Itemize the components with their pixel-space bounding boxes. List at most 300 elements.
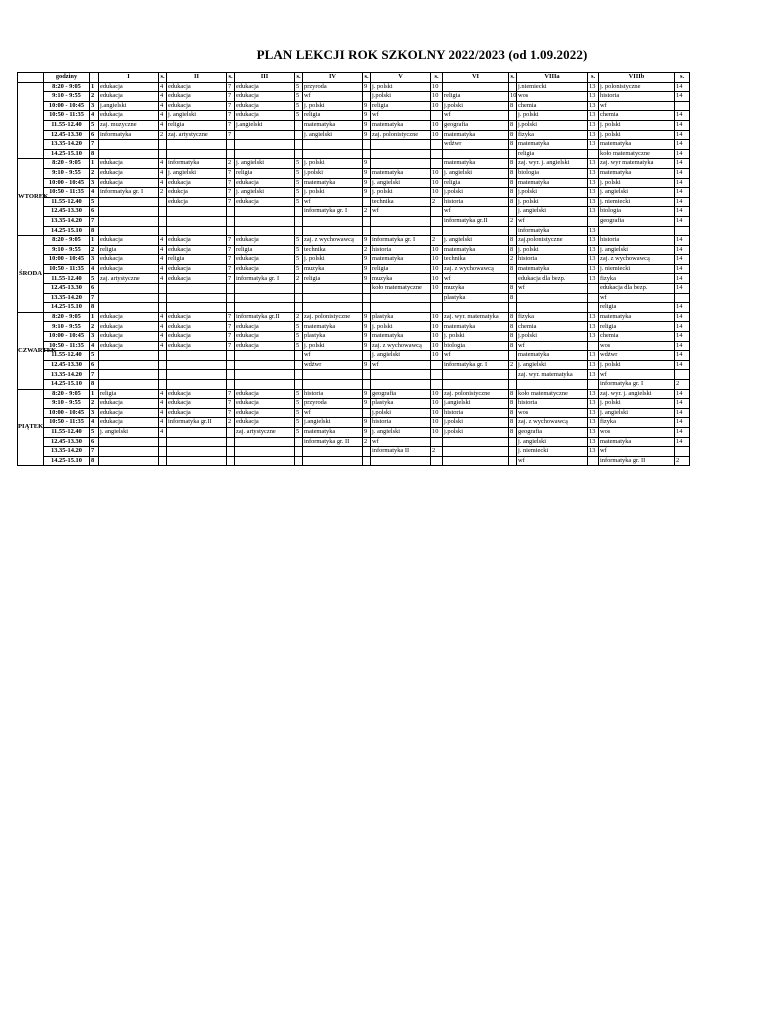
lesson-number-cell: 2 (90, 168, 99, 178)
room-cell (675, 447, 690, 457)
subject-cell: zaj.polonistyczne (517, 236, 588, 246)
room-cell (509, 226, 517, 236)
time-cell: 8:20 - 9:05 (44, 312, 90, 322)
room-cell: 13 (588, 226, 599, 236)
lesson-number-cell: 6 (90, 284, 99, 294)
time-cell: 13.35-14.20 (44, 293, 90, 303)
subject-cell: j.angielski (443, 399, 509, 409)
room-cell: 10 (431, 255, 443, 265)
room-cell (363, 226, 371, 236)
lesson-number-cell: 3 (90, 178, 99, 188)
room-cell: 14 (675, 236, 690, 246)
subject-cell: edukacja (235, 236, 295, 246)
header-class-viiib: VIIIb (599, 73, 675, 83)
subject-cell: edukacja (235, 264, 295, 274)
room-cell (159, 293, 167, 303)
room-cell (227, 380, 235, 390)
room-cell: 13 (588, 82, 599, 92)
room-cell: 13 (588, 370, 599, 380)
subject-cell: wf (443, 274, 509, 284)
subject-cell: j.angielski (99, 101, 159, 111)
subject-cell: wdżwr (599, 351, 675, 361)
room-cell: 10 (431, 188, 443, 198)
subject-cell: zaj. polonistyczne (443, 389, 509, 399)
room-cell (295, 456, 303, 466)
room-cell: 2 (363, 245, 371, 255)
lesson-number-cell: 3 (90, 255, 99, 265)
table-row (18, 197, 690, 207)
lesson-number-cell: 2 (90, 322, 99, 332)
subject-cell: zaj. z wychowawcą (303, 236, 363, 246)
room-cell: 9 (363, 312, 371, 322)
room-cell: 9 (363, 101, 371, 111)
room-cell: 2 (227, 159, 235, 169)
subject-cell (443, 226, 509, 236)
room-cell: 8 (509, 264, 517, 274)
subject-cell: religia (235, 168, 295, 178)
subject-cell: edukacja (167, 92, 227, 102)
subject-cell (371, 370, 431, 380)
time-cell: 14.25-15.10 (44, 380, 90, 390)
table-row (18, 188, 690, 198)
subject-cell: wf (303, 197, 363, 207)
room-cell: 8 (509, 418, 517, 428)
time-cell: 10:50 - 11:35 (44, 264, 90, 274)
table-row (18, 427, 690, 437)
subject-cell: matematyka (371, 120, 431, 130)
subject-cell: edukacja (99, 92, 159, 102)
room-cell: 14 (675, 351, 690, 361)
header-room: s. (296, 73, 301, 81)
subject-cell: edukacja (235, 178, 295, 188)
subject-cell: edukacja (167, 389, 227, 399)
room-cell (159, 370, 167, 380)
subject-cell (443, 149, 509, 159)
room-cell: 5 (295, 418, 303, 428)
subject-cell: j. angielski (599, 188, 675, 198)
subject-cell (443, 303, 509, 313)
room-cell: 2 (431, 197, 443, 207)
room-cell: 5 (295, 82, 303, 92)
subject-cell: fizyka (517, 312, 588, 322)
subject-cell: edukacja (167, 245, 227, 255)
subject-cell: przyroda (303, 399, 363, 409)
room-cell: 14 (675, 130, 690, 140)
subject-cell: j. polski (303, 101, 363, 111)
room-cell: 7 (227, 101, 235, 111)
room-cell: 2 (363, 207, 371, 217)
subject-cell: j. angielski (599, 245, 675, 255)
room-cell (295, 140, 303, 150)
subject-cell: historia (371, 418, 431, 428)
room-cell: 8 (509, 188, 517, 198)
room-cell: 10 (431, 418, 443, 428)
room-cell: 8 (509, 245, 517, 255)
subject-cell (443, 82, 509, 92)
table-row (18, 82, 690, 92)
room-cell (588, 380, 599, 390)
subject-cell: plastyka (443, 293, 509, 303)
time-cell: 11.55-12.40 (44, 197, 90, 207)
subject-cell (303, 370, 363, 380)
subject-cell: plastyka (371, 399, 431, 409)
subject-cell: technika (371, 197, 431, 207)
subject-cell (303, 140, 363, 150)
room-cell (675, 226, 690, 236)
room-cell: 14 (675, 322, 690, 332)
subject-cell: j. angielski (517, 360, 588, 370)
subject-cell: informatyka gr. I (235, 274, 295, 284)
subject-cell: edukacja (167, 408, 227, 418)
room-cell: 4 (159, 120, 167, 130)
subject-cell: koło matematyczne (371, 284, 431, 294)
subject-cell: religia (371, 264, 431, 274)
subject-cell: zaj. polonistyczne (371, 130, 431, 140)
subject-cell: j. polski (303, 188, 363, 198)
subject-cell (371, 216, 431, 226)
subject-cell: historia (517, 255, 588, 265)
subject-cell: informatyka gr.II (235, 312, 295, 322)
room-cell: 2 (159, 188, 167, 198)
subject-cell: j. polski (599, 130, 675, 140)
time-cell: 10:00 - 10:45 (44, 101, 90, 111)
lesson-number-cell: 7 (90, 293, 99, 303)
room-cell (509, 274, 517, 284)
subject-cell (303, 284, 363, 294)
room-cell (159, 197, 167, 207)
room-cell (509, 303, 517, 313)
room-cell (363, 380, 371, 390)
table-row (18, 255, 690, 265)
time-cell: 11.55-12.40 (44, 274, 90, 284)
subject-cell: zaj. wyr. j. angielski (517, 159, 588, 169)
lesson-number-cell: 7 (90, 370, 99, 380)
subject-cell (235, 370, 295, 380)
room-cell (509, 447, 517, 457)
subject-cell: edukacja (99, 341, 159, 351)
room-cell: 14 (675, 216, 690, 226)
room-cell (509, 111, 517, 121)
room-cell: 10 (431, 130, 443, 140)
subject-cell: religia (517, 149, 588, 159)
time-cell: 10:00 - 10:45 (44, 178, 90, 188)
room-cell: 7 (227, 322, 235, 332)
room-cell: 7 (227, 188, 235, 198)
room-cell: 5 (295, 322, 303, 332)
room-cell: 10 (431, 341, 443, 351)
room-cell: 7 (227, 399, 235, 409)
subject-cell: plastyka (303, 332, 363, 342)
room-cell (363, 303, 371, 313)
room-cell: 13 (588, 427, 599, 437)
subject-cell: j. polski (371, 188, 431, 198)
room-cell: 9 (363, 341, 371, 351)
subject-cell: j.angielski (235, 120, 295, 130)
room-cell: 13 (588, 418, 599, 428)
room-cell: 8 (509, 168, 517, 178)
header-room: s. (675, 73, 690, 83)
subject-cell (167, 380, 227, 390)
subject-cell: edukcja (167, 197, 227, 207)
room-cell: 13 (588, 255, 599, 265)
room-cell: 14 (675, 111, 690, 121)
room-cell: 9 (363, 332, 371, 342)
time-cell: 13.35-14.20 (44, 216, 90, 226)
room-cell (227, 216, 235, 226)
subject-cell: religia (303, 274, 363, 284)
subject-cell: religia (167, 255, 227, 265)
room-cell: 4 (159, 389, 167, 399)
subject-cell: religia (443, 178, 509, 188)
lesson-number-cell: 2 (90, 399, 99, 409)
room-cell (431, 111, 443, 121)
lesson-number-cell: 6 (90, 130, 99, 140)
lesson-number-cell: 8 (90, 456, 99, 466)
subject-cell (167, 351, 227, 361)
room-cell: 5 (295, 168, 303, 178)
room-cell: 13 (588, 130, 599, 140)
subject-cell: matematyka (303, 178, 363, 188)
subject-cell (235, 360, 295, 370)
subject-cell (371, 380, 431, 390)
room-cell: 13 (588, 159, 599, 169)
subject-cell (443, 370, 509, 380)
subject-cell: edukacja (99, 322, 159, 332)
room-cell: 10 (431, 168, 443, 178)
room-cell (431, 140, 443, 150)
table-row (18, 168, 690, 178)
subject-cell: matematyka (303, 322, 363, 332)
header-row (18, 73, 690, 83)
room-cell: 4 (159, 312, 167, 322)
room-cell: 4 (159, 408, 167, 418)
room-cell: 14 (675, 140, 690, 150)
subject-cell: edukacja (99, 159, 159, 169)
room-cell (295, 360, 303, 370)
subject-cell: j. angielski (167, 168, 227, 178)
subject-cell (167, 456, 227, 466)
time-cell: 12.45-13.30 (44, 360, 90, 370)
room-cell: 7 (227, 168, 235, 178)
subject-cell: j. polski (517, 111, 588, 121)
subject-cell: j. polski (443, 332, 509, 342)
room-cell: 9 (363, 360, 371, 370)
time-cell: 11.55-12.40 (44, 120, 90, 130)
subject-cell (235, 447, 295, 457)
day-label: CZWARTEK (18, 312, 44, 389)
table-row (18, 149, 690, 159)
subject-cell: technika (303, 245, 363, 255)
room-cell: 8 (509, 284, 517, 294)
table-row (18, 456, 690, 466)
subject-cell: j. angielski (235, 159, 295, 169)
subject-cell: historia (443, 197, 509, 207)
lesson-number-cell: 5 (90, 274, 99, 284)
subject-cell: j. polski (303, 255, 363, 265)
room-cell: 5 (295, 427, 303, 437)
subject-cell: edukacja (167, 322, 227, 332)
header-class-ii: II (167, 73, 227, 83)
room-cell: 7 (227, 111, 235, 121)
subject-cell (167, 360, 227, 370)
subject-cell: zaj. z wychowawcą (517, 418, 588, 428)
subject-cell: edukacja (167, 178, 227, 188)
subject-cell: zaj. artystyczne (235, 427, 295, 437)
subject-cell: edukacja (235, 111, 295, 121)
subject-cell: j. polski (371, 82, 431, 92)
room-cell: 14 (675, 245, 690, 255)
lesson-number-cell: 4 (90, 341, 99, 351)
room-cell (295, 226, 303, 236)
room-cell (509, 437, 517, 447)
subject-cell: geografia (443, 120, 509, 130)
table-row (18, 418, 690, 428)
room-cell: 4 (159, 245, 167, 255)
subject-cell (235, 380, 295, 390)
subject-cell: zaj. wyr. matematyka (443, 312, 509, 322)
room-cell: 2 (509, 216, 517, 226)
room-cell: 14 (675, 284, 690, 294)
room-cell: 2 (675, 380, 690, 390)
room-cell: 8 (509, 322, 517, 332)
room-cell (588, 149, 599, 159)
header-room: s. (588, 73, 599, 83)
time-cell: 10:00 - 10:45 (44, 255, 90, 265)
subject-cell: wf (303, 351, 363, 361)
subject-cell: edukacja (167, 101, 227, 111)
subject-cell: chemia (599, 332, 675, 342)
subject-cell (167, 303, 227, 313)
room-cell: 10 (431, 427, 443, 437)
subject-cell (99, 437, 159, 447)
room-cell: 14 (675, 360, 690, 370)
room-cell: 10 (431, 322, 443, 332)
subject-cell: j. angielski (371, 351, 431, 361)
time-cell: 10:50 - 11:35 (44, 418, 90, 428)
room-cell (363, 216, 371, 226)
subject-cell: wf (443, 351, 509, 361)
subject-cell: koło matematyczne (517, 389, 588, 399)
lesson-number-cell: 7 (90, 216, 99, 226)
subject-cell (99, 293, 159, 303)
lesson-number-cell: 2 (90, 92, 99, 102)
subject-cell: zaj. wyr matematyka (599, 159, 675, 169)
subject-cell: religia (303, 111, 363, 121)
subject-cell: j.polski (371, 92, 431, 102)
lesson-number-cell: 4 (90, 188, 99, 198)
room-cell: 4 (159, 92, 167, 102)
room-cell: 14 (675, 303, 690, 313)
subject-cell: fizyka (599, 418, 675, 428)
room-cell: 10 (431, 399, 443, 409)
room-cell: 7 (227, 236, 235, 246)
room-cell: 14 (675, 255, 690, 265)
room-cell (295, 437, 303, 447)
subject-cell (371, 159, 431, 169)
subject-cell (599, 226, 675, 236)
table-row (18, 264, 690, 274)
room-cell: 4 (159, 236, 167, 246)
room-cell (295, 284, 303, 294)
room-cell: 8 (509, 101, 517, 111)
room-cell: 10 (431, 82, 443, 92)
subject-cell: matematyka (517, 140, 588, 150)
subject-cell: plastyka (371, 312, 431, 322)
table-row (18, 92, 690, 102)
room-cell (431, 370, 443, 380)
room-cell: 10 (431, 101, 443, 111)
subject-cell (371, 303, 431, 313)
subject-cell: religia (235, 245, 295, 255)
subject-cell: wdżwr (303, 360, 363, 370)
header-room: s. (228, 73, 233, 81)
room-cell (363, 351, 371, 361)
room-cell: 9 (363, 188, 371, 198)
room-cell: 13 (588, 447, 599, 457)
room-cell: 9 (363, 236, 371, 246)
subject-cell (235, 226, 295, 236)
subject-cell: j. angielski (167, 111, 227, 121)
header-class-v: V (371, 73, 431, 83)
subject-cell (99, 360, 159, 370)
subject-cell: edukacja (235, 322, 295, 332)
room-cell (588, 293, 599, 303)
subject-cell: edukacja (235, 389, 295, 399)
subject-cell (99, 226, 159, 236)
subject-cell: j.polski (303, 168, 363, 178)
time-cell: 12.45-13.30 (44, 130, 90, 140)
room-cell (295, 293, 303, 303)
table-row (18, 312, 690, 322)
subject-cell: edukacja (167, 341, 227, 351)
subject-cell: wf (517, 341, 588, 351)
time-cell: 12.45-13.30 (44, 207, 90, 217)
room-cell: 2 (227, 418, 235, 428)
subject-cell: wf (599, 293, 675, 303)
subject-cell: historia (517, 399, 588, 409)
subject-cell: informatyka gr. II (599, 456, 675, 466)
room-cell: 10 (431, 284, 443, 294)
room-cell (363, 140, 371, 150)
subject-cell (99, 303, 159, 313)
room-cell: 7 (227, 255, 235, 265)
subject-cell: informatyka gr. II (303, 437, 363, 447)
room-cell: 9 (363, 274, 371, 284)
subject-cell: chemia (517, 322, 588, 332)
subject-cell: j. angielski (99, 427, 159, 437)
subject-cell: j. angielski (599, 408, 675, 418)
subject-cell (303, 149, 363, 159)
room-cell: 5 (295, 408, 303, 418)
subject-cell: j.angielski (303, 418, 363, 428)
room-cell: 7 (227, 389, 235, 399)
room-cell: 4 (159, 168, 167, 178)
lesson-number-cell: 1 (90, 159, 99, 169)
room-cell (363, 370, 371, 380)
room-cell (431, 216, 443, 226)
room-cell: 9 (363, 168, 371, 178)
lesson-number-cell: 4 (90, 111, 99, 121)
subject-cell: biologia (443, 341, 509, 351)
subject-cell: wos (599, 427, 675, 437)
subject-cell: zaj. muzyczne (99, 120, 159, 130)
room-cell (675, 370, 690, 380)
subject-cell: j. polski (303, 159, 363, 169)
room-cell: 9 (363, 130, 371, 140)
subject-cell: historia (599, 236, 675, 246)
room-cell: 13 (588, 92, 599, 102)
room-cell: 4 (159, 82, 167, 92)
